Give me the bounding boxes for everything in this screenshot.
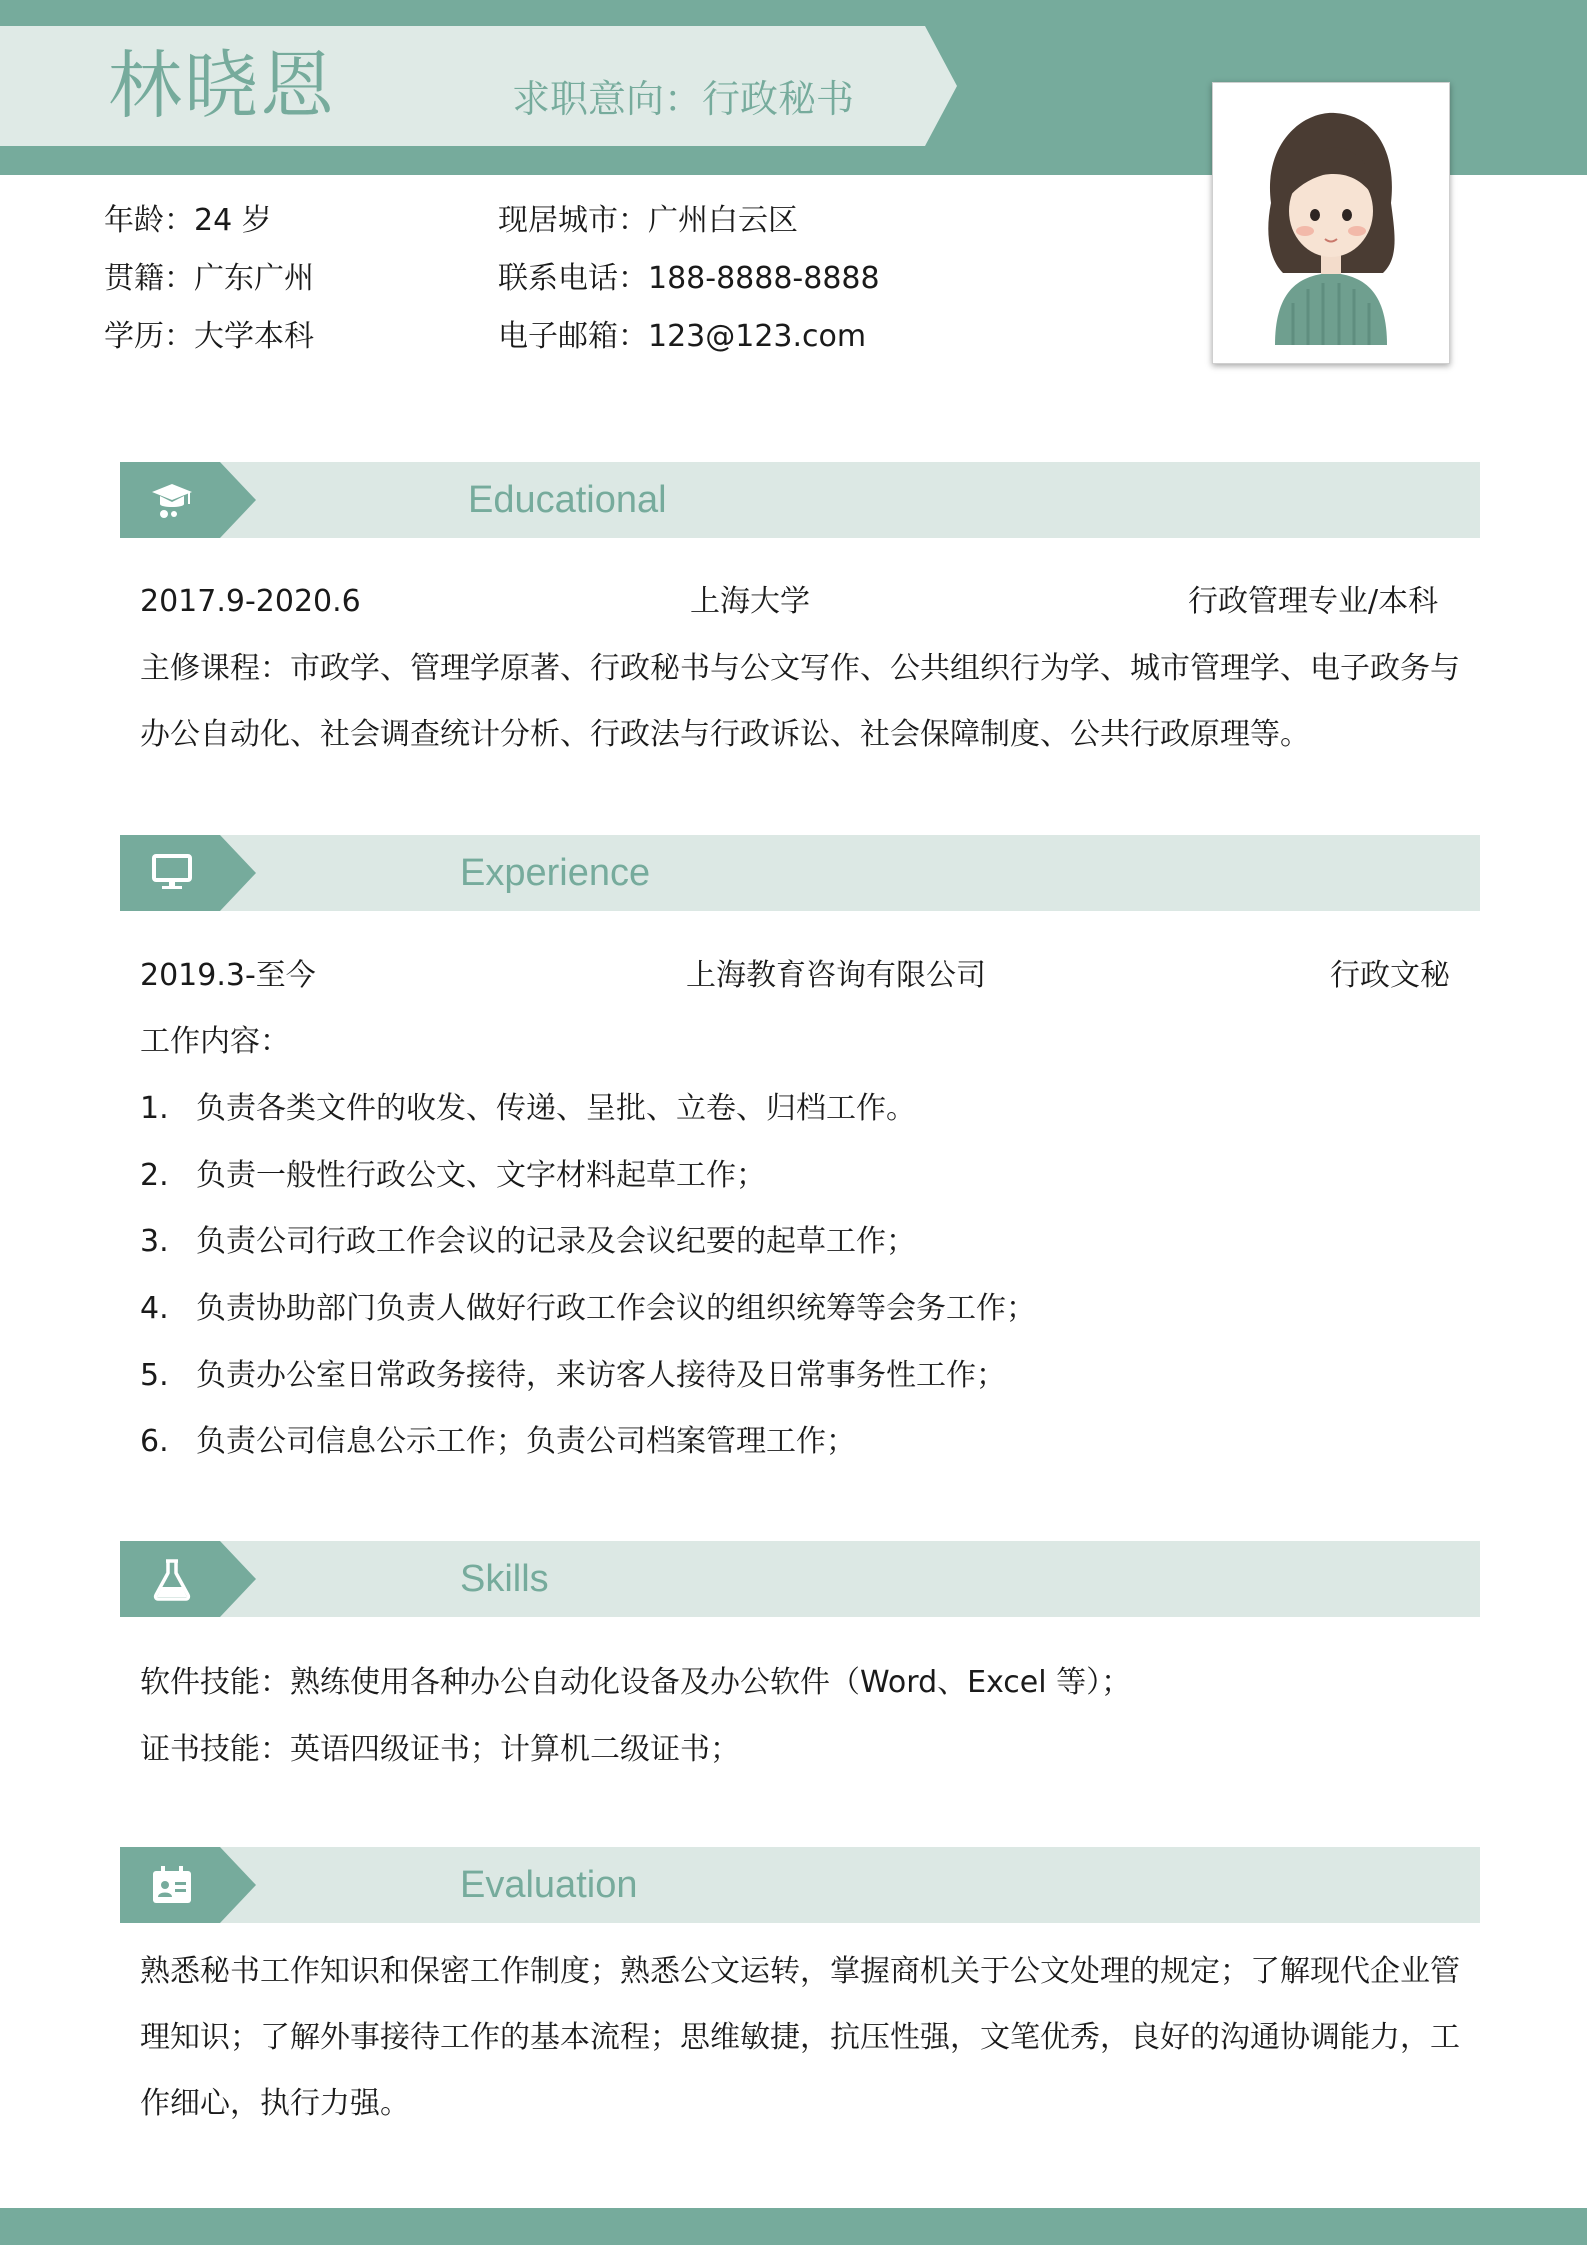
section-title: Educational	[468, 479, 667, 521]
education-school: 上海大学	[690, 584, 810, 619]
section-header-skills	[120, 1541, 1480, 1617]
job-objective: 求职意向：行政秘书	[512, 77, 855, 121]
section-title: Evaluation	[460, 1864, 638, 1906]
section-header-education	[120, 462, 1480, 538]
section-tab	[120, 835, 256, 911]
info-hometown: 贯籍：广东广州	[104, 261, 314, 296]
education-courses: 主修课程：市政学、管理学原著、行政秘书与公文写作、公共组织行为学、城市管理学、电子政务与办公自动化、社会调查统计分析、行政法与行政诉讼、社会保障制度、公共行政原理等。	[140, 651, 1460, 752]
experience-company: 上海教育咨询有限公司	[686, 958, 986, 993]
experience-position: 行政文秘	[1330, 958, 1450, 993]
avatar-illustration	[1213, 83, 1449, 363]
info-age: 年龄：24 岁	[104, 203, 272, 238]
experience-period: 2019.3-至今	[140, 958, 316, 993]
education-period: 2017.9-2020.6	[140, 584, 361, 619]
section-tab	[120, 1541, 256, 1617]
id-card-icon	[150, 1863, 194, 1907]
section-header-evaluation	[120, 1847, 1480, 1923]
duties-label: 工作内容：	[140, 1024, 290, 1059]
section-title: Experience	[460, 852, 651, 894]
education-major: 行政管理专业/本科	[1188, 584, 1439, 619]
info-city: 现居城市：广州白云区	[498, 203, 798, 238]
info-email: 电子邮箱：123@123.com	[498, 319, 867, 354]
footer-band	[0, 2208, 1587, 2245]
info-phone: 联系电话：188-8888-8888	[498, 261, 880, 296]
evaluation-text: 熟悉秘书工作知识和保密工作制度；熟悉公文运转，掌握商机关于公文处理的规定；了解现代企业管理知识；了解外事接待工作的基本流程；思维敏捷，抗压性强，文笔优秀，良好的沟通协调能力，工作细心，执行力强。	[140, 1954, 1460, 2121]
info-education-level: 学历：大学本科	[104, 319, 314, 354]
flask-icon	[150, 1557, 194, 1601]
computer-monitor-icon	[150, 851, 194, 895]
section-tab	[120, 462, 256, 538]
skills-software: 软件技能：熟练使用各种办公自动化设备及办公软件（Word、Excel 等）；	[140, 1665, 1132, 1700]
section-header-experience	[120, 835, 1480, 911]
section-title: Skills	[460, 1558, 549, 1600]
skills-certificates: 证书技能：英语四级证书；计算机二级证书；	[140, 1732, 740, 1767]
section-tab	[120, 1847, 256, 1923]
profile-photo	[1212, 82, 1450, 364]
candidate-name: 林晓恩	[108, 43, 336, 129]
graduation-cap-icon	[150, 478, 194, 522]
